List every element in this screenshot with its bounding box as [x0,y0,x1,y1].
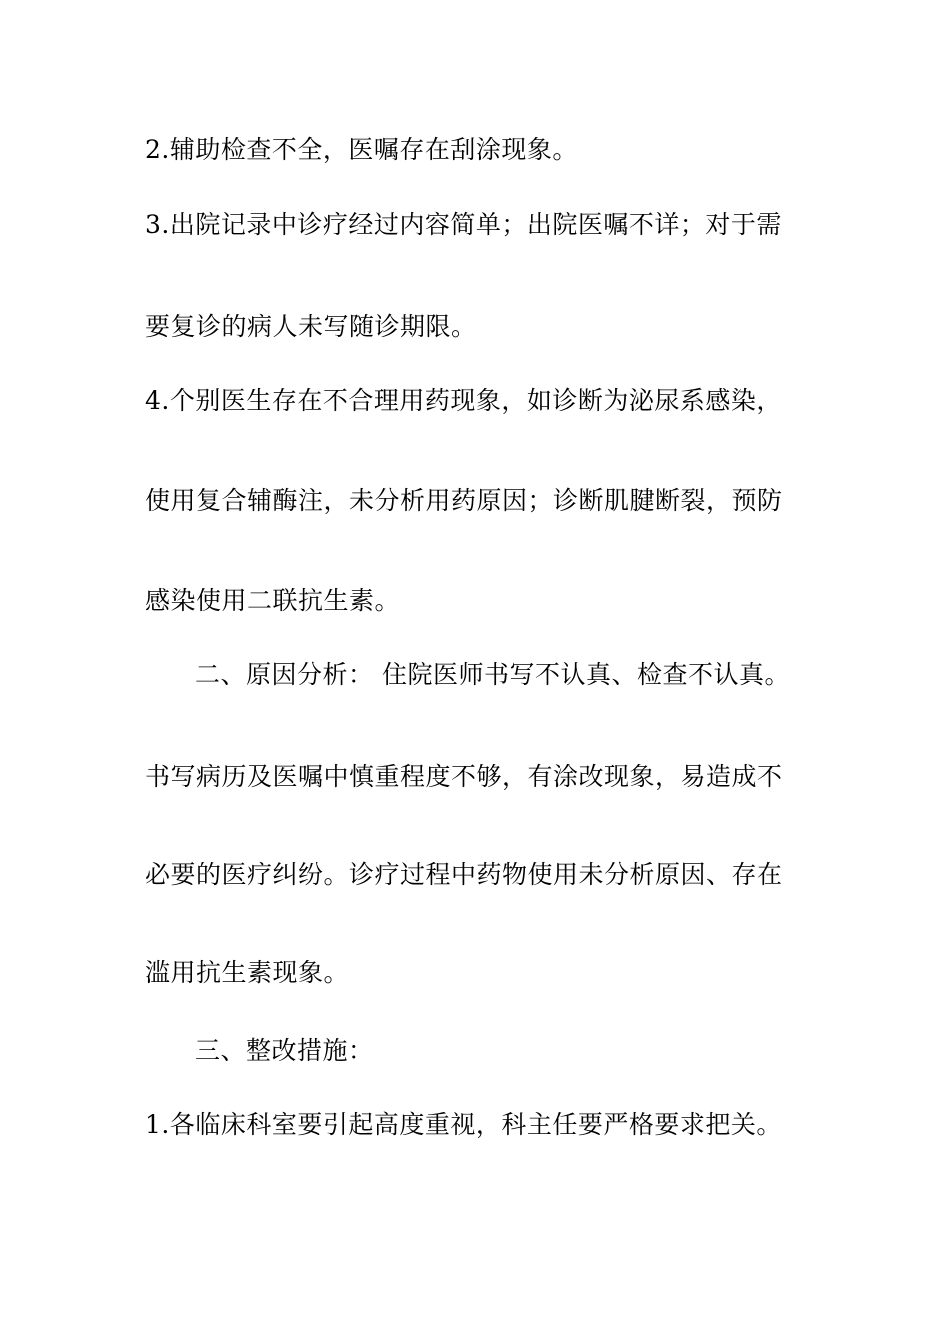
text-line-item-4: 4.个别医生存在不合理用药现象，如诊断为泌尿系感染， [145,386,782,415]
section-heading-rectification: 三、整改措施： [195,1036,374,1065]
text-line-item-4-cont2: 感染使用二联抗生素。 [145,586,401,615]
text-line-item-3-cont: 要复诊的病人未写随诊期限。 [145,312,477,341]
section-heading-cause-analysis: 二、原因分析： 住院医师书写不认真、检查不认真。 [195,660,790,689]
text-line-item-4-cont1: 使用复合辅酶注，未分析用药原因；诊断肌腱断裂，预防 [145,486,783,515]
text-line-cause-3: 滥用抗生素现象。 [145,958,350,987]
text-line-measure-1: 1.各临床科室要引起高度重视，科主任要严格要求把关。 [145,1110,782,1139]
text-line-item-2: 2.辅助检查不全，医嘱存在刮涂现象。 [145,135,578,164]
text-line-item-3: 3.出院记录中诊疗经过内容简单；出院医嘱不详；对于需 [145,210,782,239]
text-line-cause-2: 必要的医疗纠纷。诊疗过程中药物使用未分析原因、存在 [145,860,783,889]
text-line-cause-1: 书写病历及医嘱中慎重程度不够，有涂改现象，易造成不 [145,762,783,791]
